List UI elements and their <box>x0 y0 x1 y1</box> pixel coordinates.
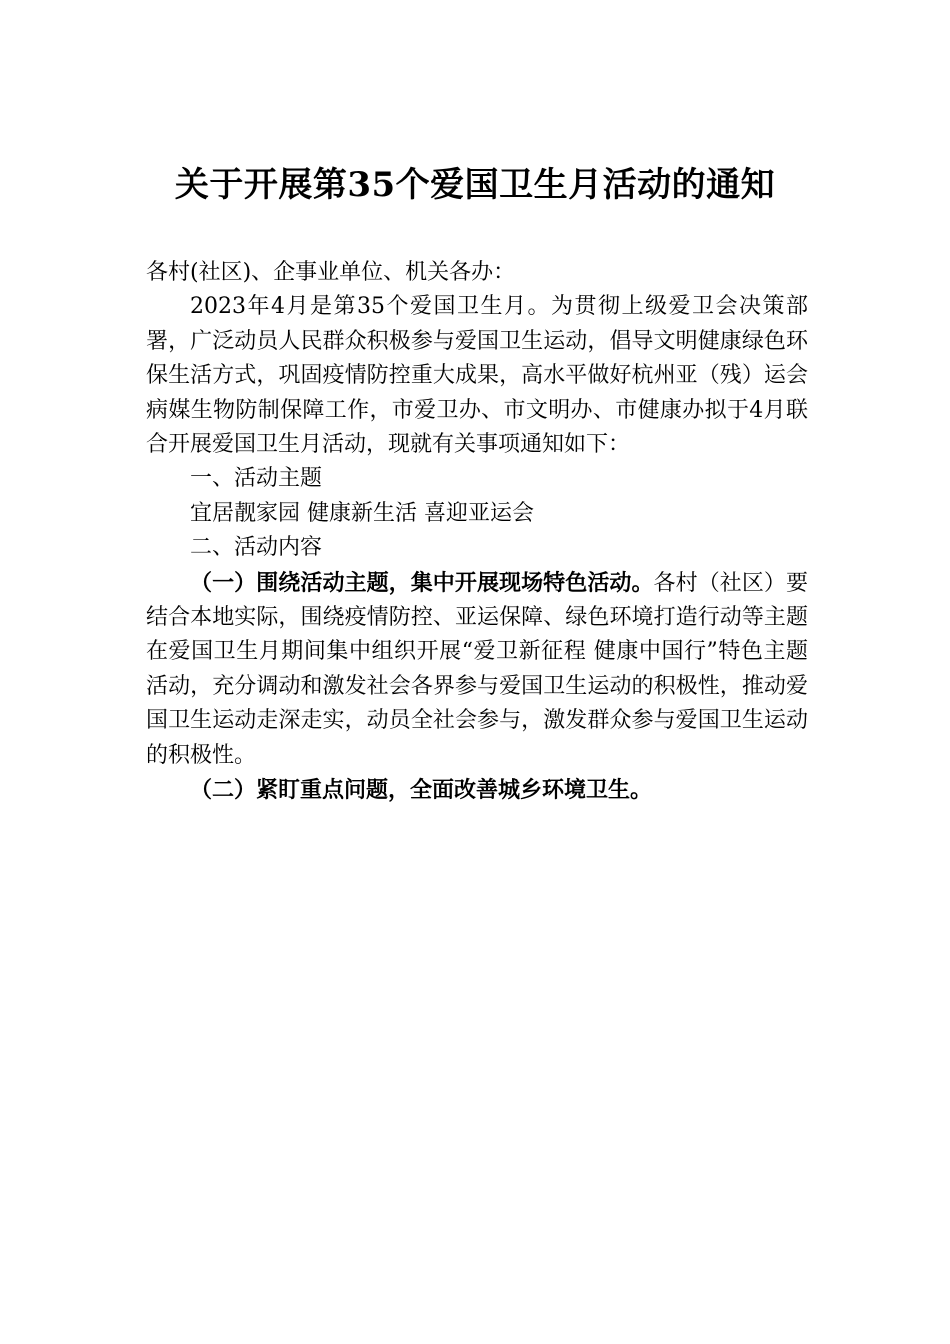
document-title: 关于开展第35个爱国卫生月活动的通知 <box>174 165 776 205</box>
intro-paragraph: 2023年4月是第35个爱国卫生月。为贯彻上级爱卫会决策部署，广泛动员人民群众积极参与爱国卫生运动，倡导文明健康绿色环保生活方式，巩固疫情防控重大成果，高水平做好杭州亚（残）运会病媒生物防制保障工作，市爱卫办、市文明办、市健康办拟于4月联合开展爱国卫生月活动，现就有关事项通知如下： <box>146 294 808 458</box>
content-item-1 <box>146 566 808 773</box>
content-item-2-lead: （二）紧盯重点问题，全面改善城乡环境卫生。 <box>190 777 653 804</box>
content-item-1-text: 各村（社区）要结合本地实际，围绕疫情防控、亚运保障、绿色环境打造行动等主题在爱国卫生月期间集中组织开展“爱卫新征程 健康中国行”特色主题活动，充分调动和激发社会各界参与爱国卫生运动的积极性，推动爱国卫生运动走深走实，动员全社会参与，激发群众参与爱国卫生运动的积极性。 <box>146 570 808 768</box>
section-heading-content: 二、活动内容 <box>190 535 323 561</box>
salutation: 各村(社区)、企事业单位、机关各办： <box>146 260 516 285</box>
content-item-2 <box>146 773 808 808</box>
content-item-1-lead: （一）围绕活动主题，集中开展现场特色活动。 <box>190 569 654 596</box>
document-body <box>146 256 808 809</box>
theme-text: 宜居靓家园 健康新生活 喜迎亚运会 <box>190 500 534 526</box>
section-heading-theme: 一、活动主题 <box>190 466 323 492</box>
